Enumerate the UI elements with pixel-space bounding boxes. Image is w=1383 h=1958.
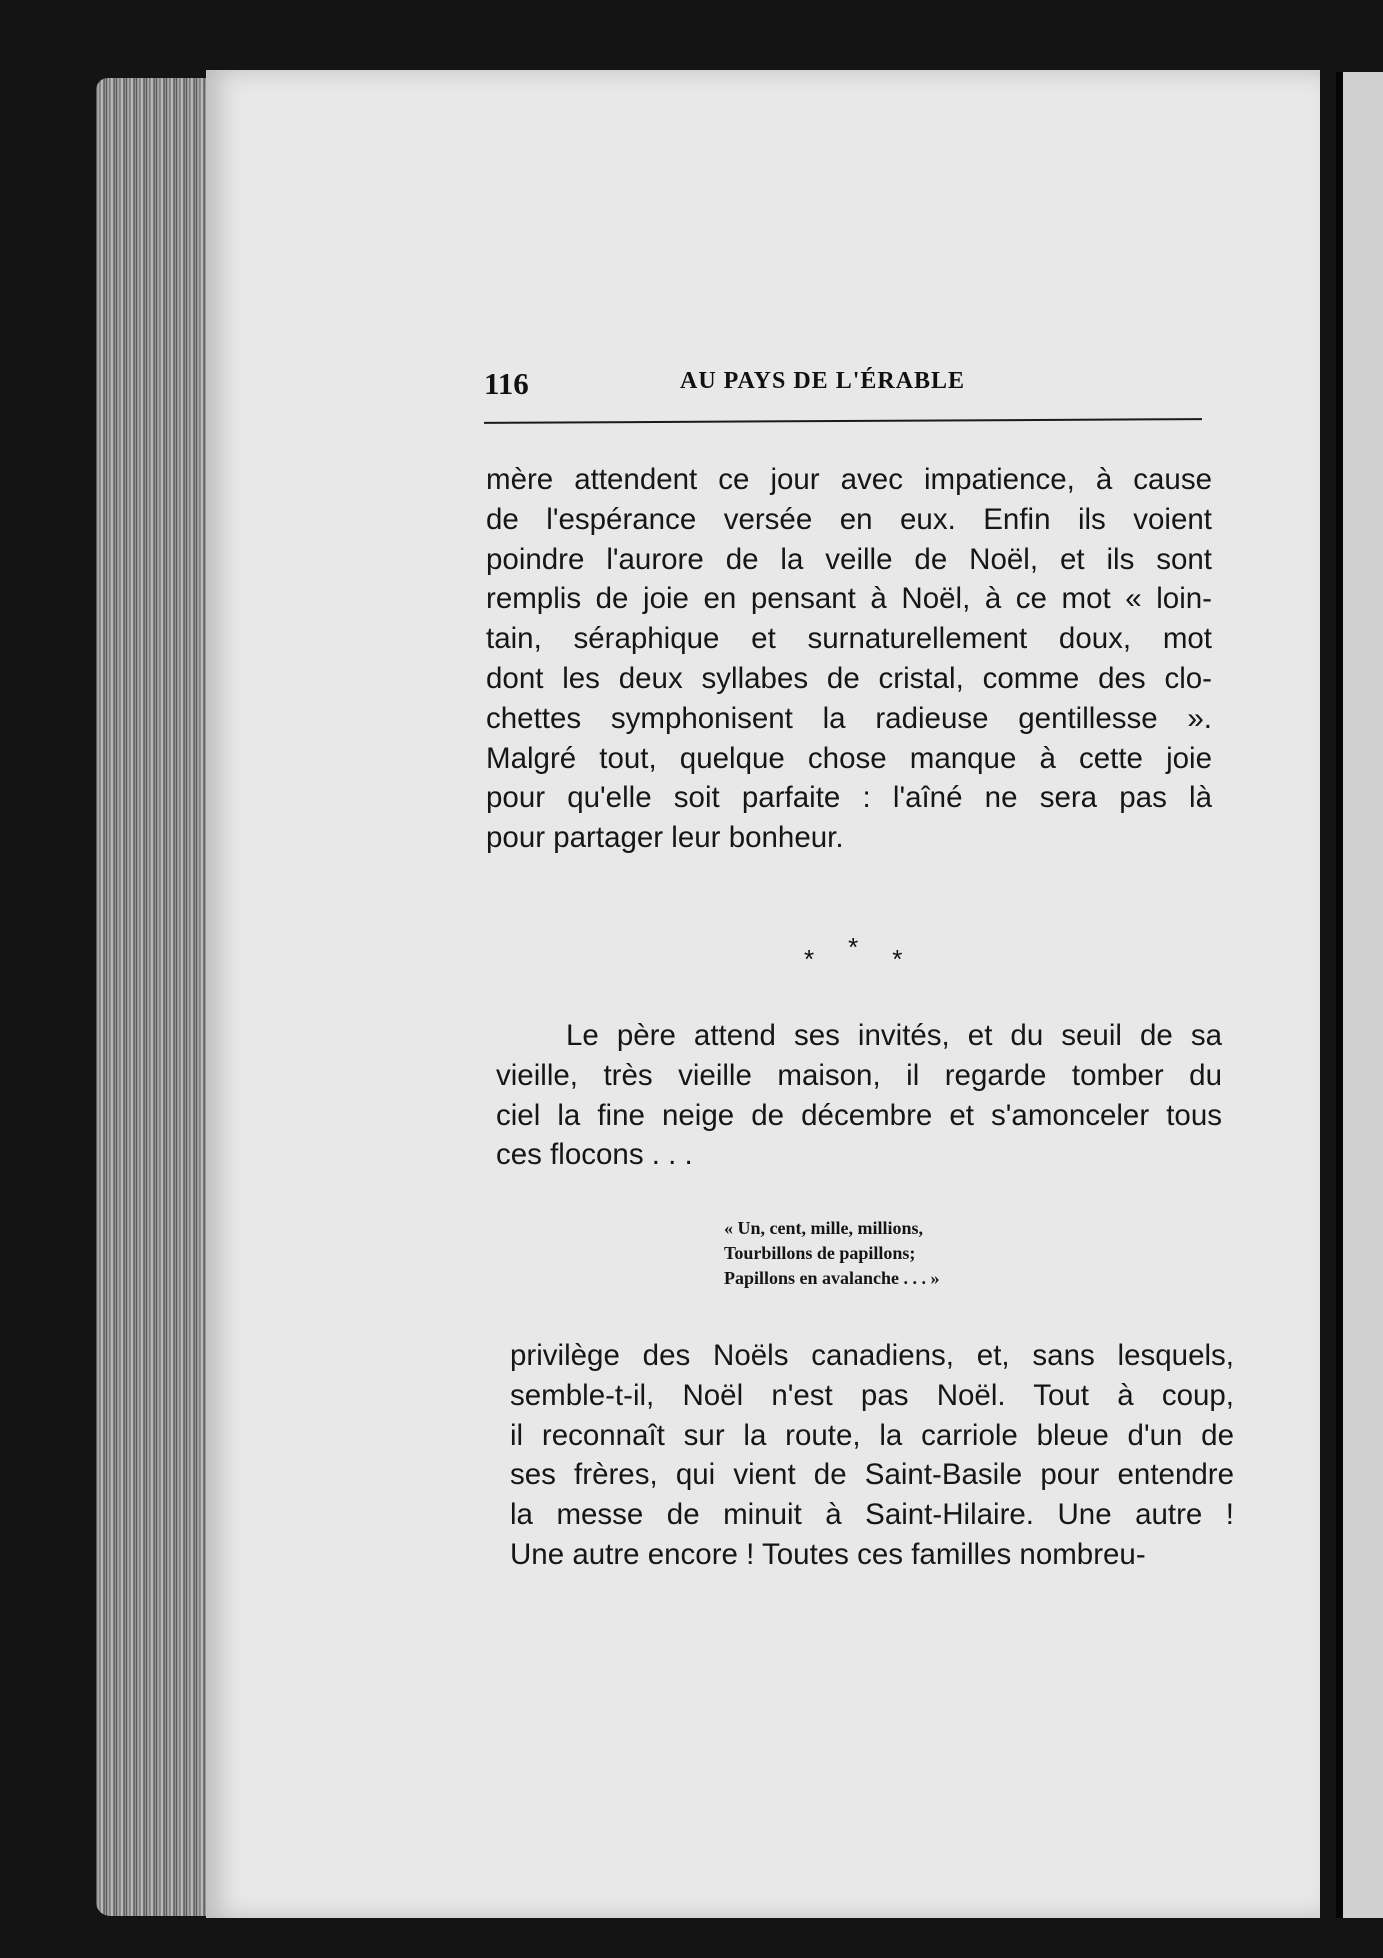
text-line: ces flocons . . . — [496, 1138, 693, 1172]
text-line: mère attendent ce jour avec impatience, à cause — [486, 463, 1212, 496]
facing-page-edge — [1336, 72, 1383, 1918]
text-line: Malgré tout, quelque chose manque à cette joie — [486, 741, 1212, 775]
text-line: vieille, très vieille maison, il regarde tomber du — [496, 1058, 1222, 1092]
text-line: la messe de minuit à Saint-Hilaire. Une autre ! — [510, 1498, 1234, 1532]
book-page — [206, 70, 1320, 1918]
text-line: remplis de joie en pensant à Noël, à ce mot « loin- — [486, 582, 1212, 616]
text-line: de l'espérance versée en eux. Enfin ils voient — [486, 502, 1212, 536]
verse-line: Tourbillons de papillons; — [724, 1243, 916, 1263]
text-line: semble-t-il, Noël n'est pas Noël. Tout à coup, — [510, 1378, 1234, 1412]
text-line: chettes symphonisent la radieuse gentillesse ». — [486, 701, 1212, 735]
text-line: Une autre encore ! Toutes ces familles nombreu- — [510, 1537, 1146, 1571]
separator-asterisk: * — [804, 944, 849, 974]
separator-asterisk: * — [848, 932, 893, 962]
verse-quote — [724, 1216, 940, 1291]
paragraph-2 — [496, 1016, 1222, 1175]
page-number: 116 — [484, 366, 529, 401]
text-line: tain, séraphique et surnaturellement doux, mot — [486, 622, 1212, 656]
text-line: privilège des Noëls canadiens, et, sans lesquels, — [510, 1339, 1234, 1372]
verse-line: Papillons en avalanche . . . » — [724, 1268, 940, 1288]
text-line: il reconnaît sur la route, la carriole bleue d'un de — [510, 1418, 1234, 1452]
text-line: poindre l'aurore de la veille de Noël, et ils sont — [486, 542, 1212, 576]
running-title: AU PAYS DE L'ÉRABLE — [680, 368, 966, 394]
text-line: ciel la fine neige de décembre et s'amonceler tous — [496, 1098, 1222, 1132]
text-line: pour qu'elle soit parfaite : l'aîné ne sera pas là — [486, 781, 1212, 815]
paragraph-1 — [486, 460, 1212, 858]
section-separator — [804, 932, 937, 975]
text-line: dont les deux syllabes de cristal, comme des clo- — [486, 661, 1212, 695]
paragraph-3 — [510, 1336, 1234, 1575]
verse-line: « Un, cent, mille, millions, — [724, 1218, 923, 1238]
page-header — [484, 366, 1202, 412]
text-line: ses frères, qui vient de Saint-Basile pour entendre — [510, 1458, 1234, 1492]
text-line: Le père attend ses invités, et du seuil de sa — [566, 1019, 1222, 1052]
text-line: pour partager leur bonheur. — [486, 821, 844, 855]
separator-asterisk: * — [892, 944, 937, 974]
